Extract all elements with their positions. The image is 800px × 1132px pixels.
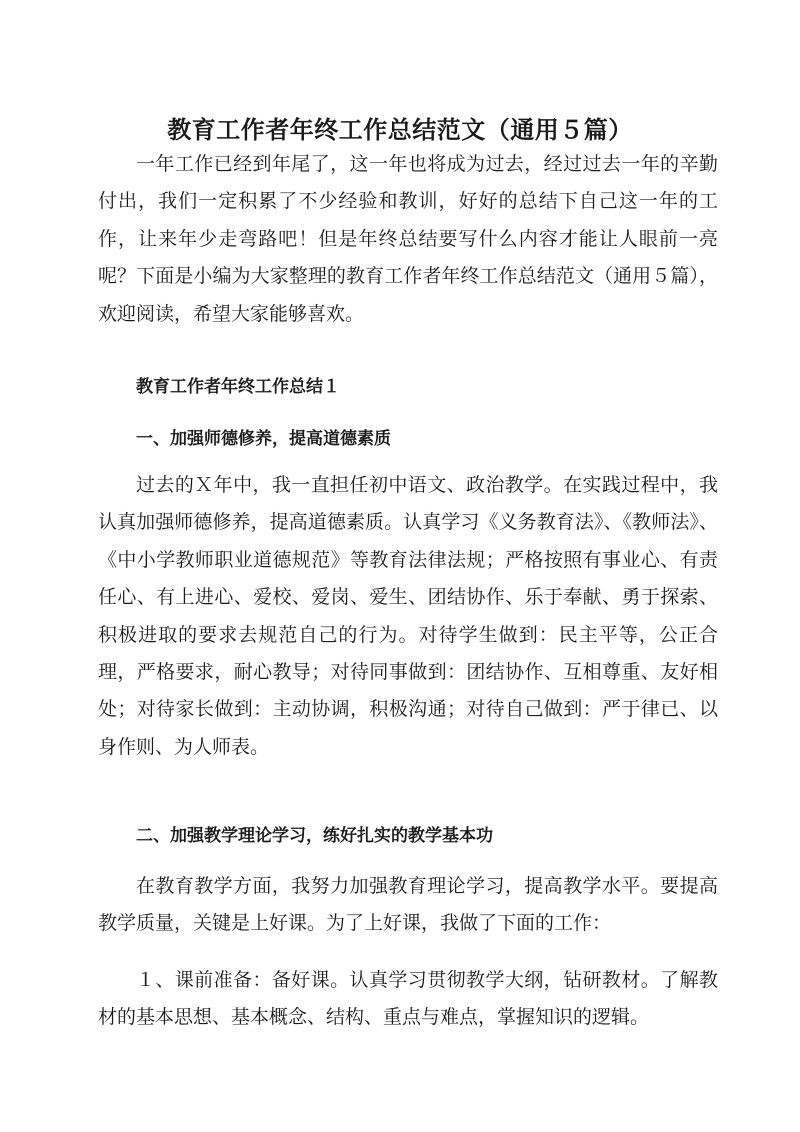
section-title: 教育工作者年终工作总结１ — [136, 377, 340, 397]
paragraph-3: １、课前准备：备好课。认真学习贯彻教学大纲，钻研教材。了解教材的基本思想、基本概念、结构、重点与难点，掌握知识的逻辑。 — [98, 969, 718, 1029]
heading-2: 二、加强教学理论学习，练好扎实的教学基本功 — [136, 826, 493, 846]
paragraph-2: 在教育教学方面，我努力加强教育理论学习，提高教学水平。要提高教学质量，关键是上好课。为了上好课，我做了下面的工作： — [98, 875, 718, 935]
intro-paragraph: 一年工作已经到年尾了，这一年也将成为过去，经过过去一年的辛勤付出，我们一定积累了不少经验和教训，好好的总结下自己这一年的工作，让来年少走弯路吧！但是年终总结要写什么内容才能让人眼前一亮呢？下面是小编为大家整理的教育工作者年终工作总结范文（通用５篇），欢迎阅读，希望大家能够喜欢。 — [98, 153, 718, 325]
heading-1: 一、加强师德修养，提高道德素质 — [136, 429, 391, 449]
document-title: 教育工作者年终工作总结范文（通用５篇） — [167, 115, 633, 145]
paragraph-1: 过去的Ｘ年中，我一直担任初中语文、政治教学。在实践过程中，我认真加强师德修养，提高道德素质。认真学习《义务教育法》、《教师法》、《中小学教师职业道德规范》等教育法律法规；严格按照有事业心、有责任心、有上进心、爱校、爱岗、爱生、团结协作、乐于奉献、勇于探索、积极进取的要求去规范自己的行为。对待学生做到：民主平等，公正合理，严格要求，耐心教导；对待同事做到：团结协作、互相尊重、友好相处；对待家长做到：主动协调，积极沟通；对待自己做到：严于律已、以身作则、为人师表。 — [98, 474, 718, 758]
